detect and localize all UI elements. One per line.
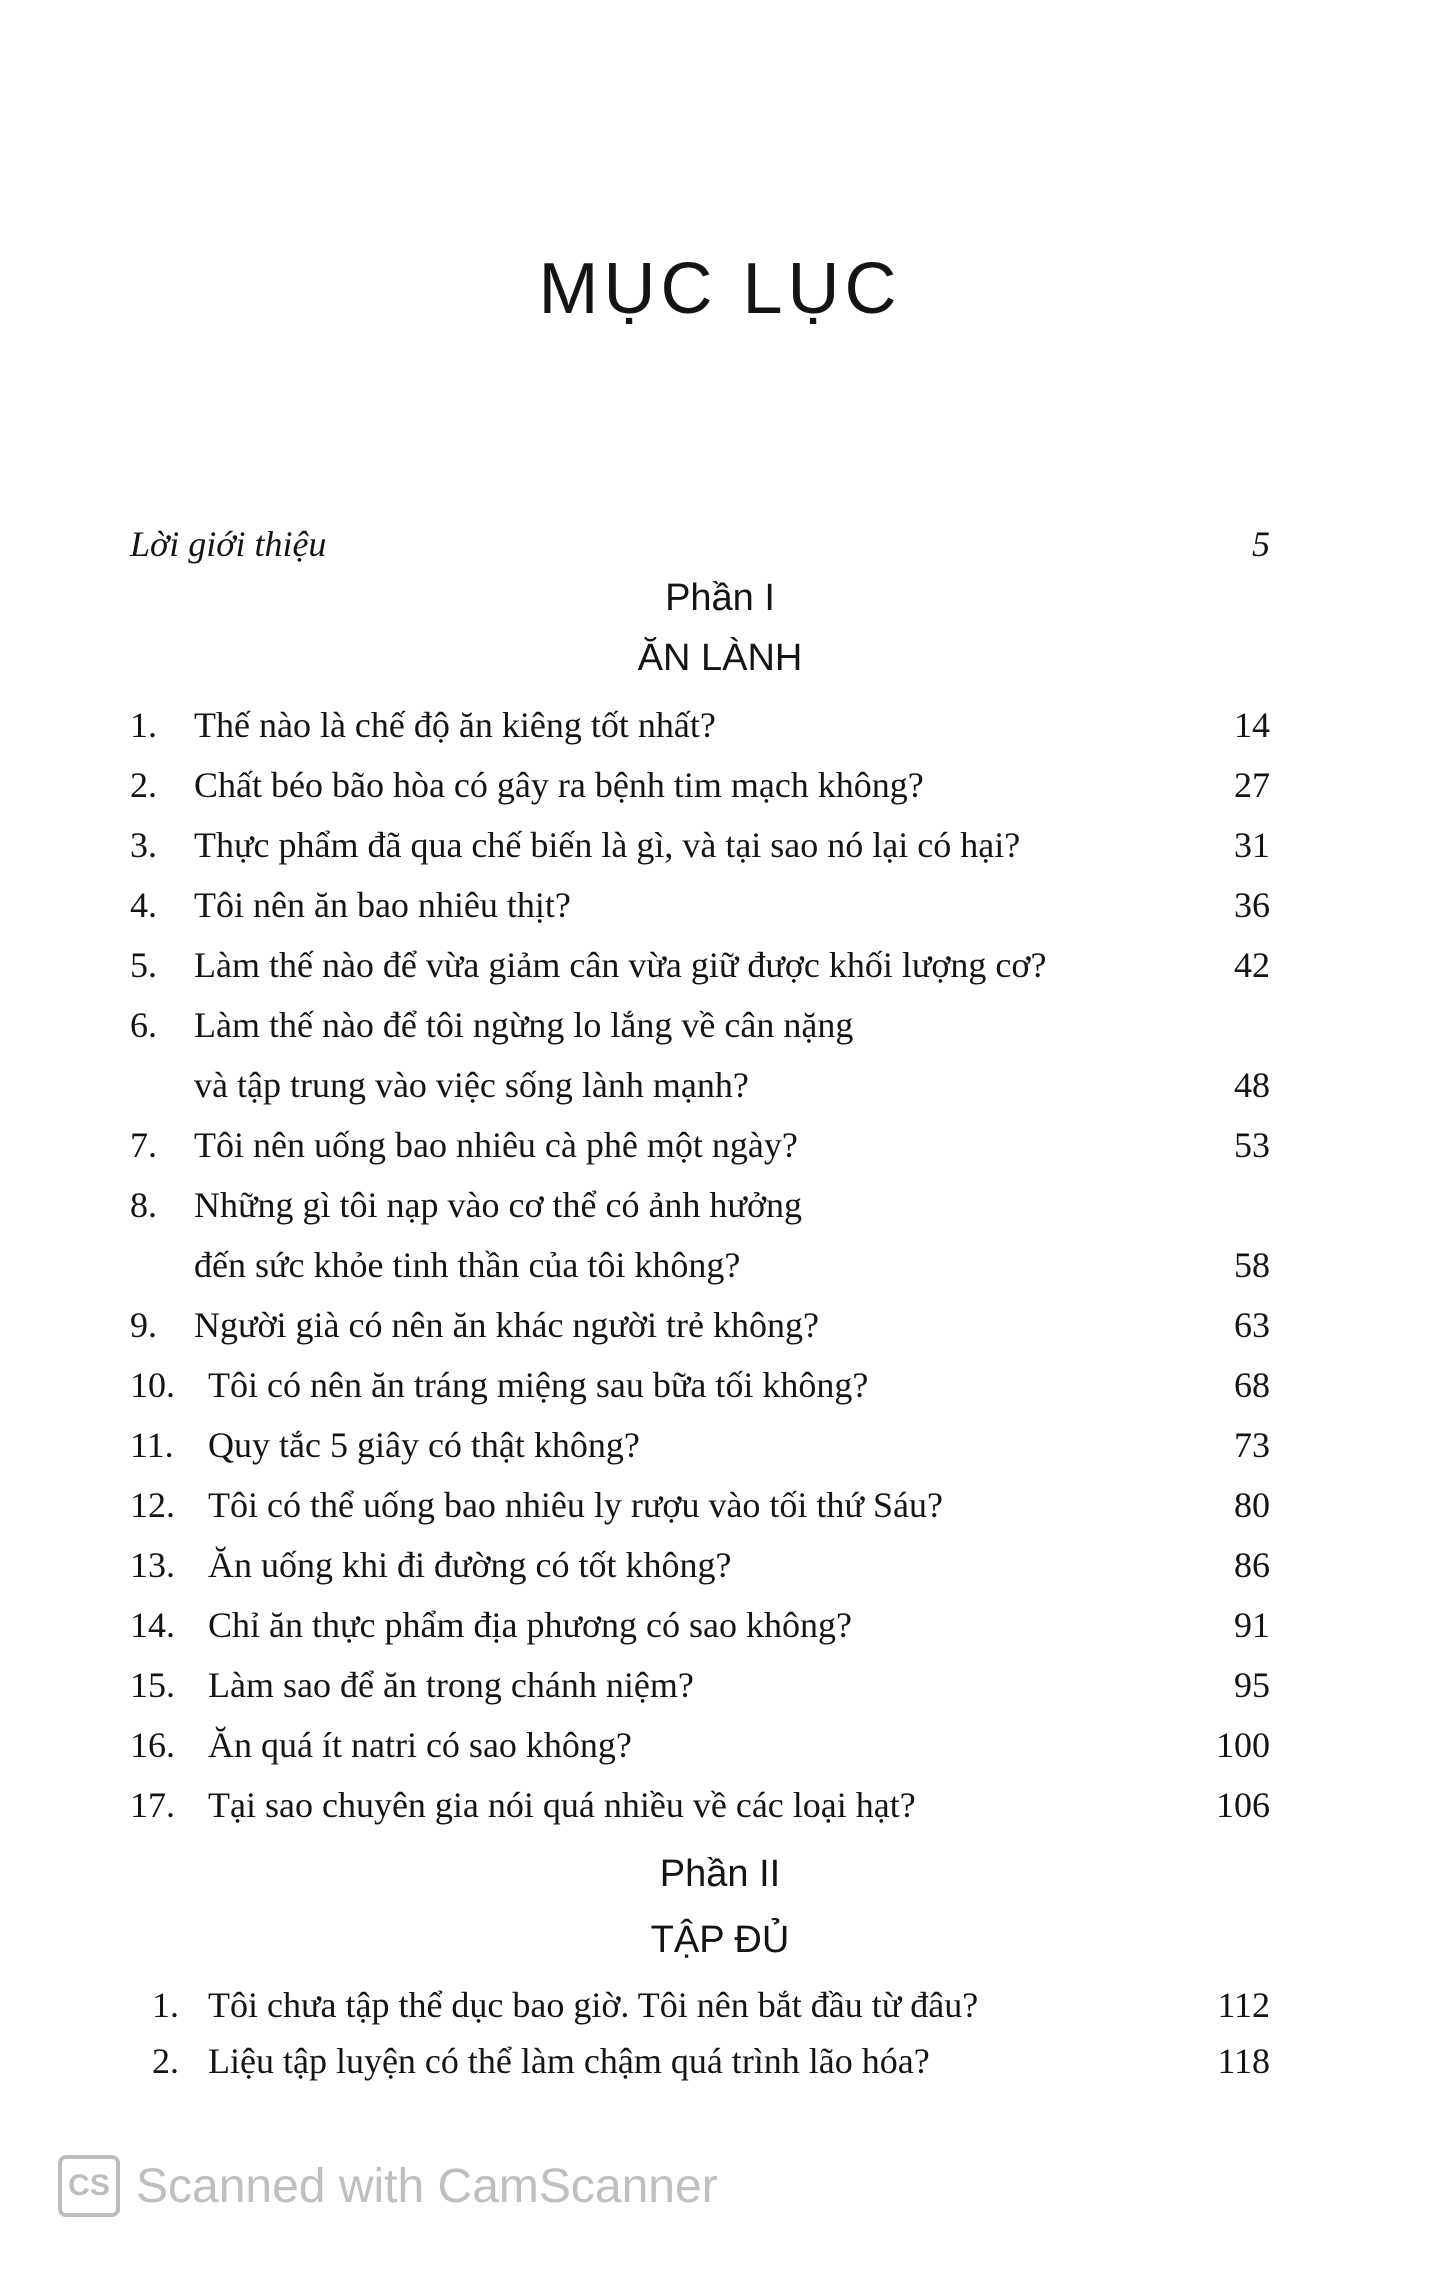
toc-item-page: 58 [1234,1245,1270,1285]
toc-intro-label: Lời giới thiệu [130,524,327,564]
toc-item [130,1655,1270,1715]
toc-item-title: Chỉ ăn thực phẩm địa phương có sao không? [208,1605,852,1645]
toc-item-number: 14. [130,1605,175,1645]
toc-item [130,1535,1270,1595]
toc-intro-page: 5 [1252,524,1270,564]
toc-item-page: 91 [1234,1605,1270,1645]
toc-item-page: 14 [1234,705,1270,745]
toc-item-page: 31 [1234,825,1270,865]
toc-item-number: 11. [130,1425,174,1465]
toc-item [130,1475,1270,1535]
toc-item-number: 12. [130,1485,175,1525]
toc-item-number: 15. [130,1665,175,1705]
toc-item-page: 106 [1216,1785,1270,1825]
toc-item-title: Ăn uống khi đi đường có tốt không? [208,1545,732,1585]
toc-item [130,815,1270,875]
toc-item [130,695,1270,755]
toc-item-number: 2. [152,2041,179,2081]
toc-item-title: Tại sao chuyên gia nói quá nhiều về các loại hạt? [208,1785,916,1825]
toc-item-title: Thực phẩm đã qua chế biến là gì, và tại sao nó lại có hại? [194,825,1021,865]
toc-item [130,1415,1270,1475]
toc-item-page: 95 [1234,1665,1270,1705]
toc-item-page: 53 [1234,1125,1270,1165]
toc-item-title: Những gì tôi nạp vào cơ thể có ảnh hưởng [194,1185,802,1225]
toc-item-number: 8. [130,1185,157,1225]
toc-item [130,1975,1270,2035]
toc-item-title: Thế nào là chế độ ăn kiêng tốt nhất? [194,705,716,745]
toc-item-number: 13. [130,1545,175,1585]
part1-heading: Phần I [665,577,775,619]
toc-item-number: 17. [130,1785,175,1825]
toc-item-number: 2. [130,765,157,805]
toc-item-number: 3. [130,825,157,865]
toc-item-title: Làm thế nào để tôi ngừng lo lắng về cân nặng [194,1005,854,1045]
toc-item-title: Tôi có thể uống bao nhiêu ly rượu vào tối thứ Sáu? [208,1485,943,1525]
camscanner-logo: CS [58,2155,120,2217]
toc-item-number: 1. [152,1985,179,2025]
toc-item-page: 48 [1234,1065,1270,1105]
toc-item-number: 6. [130,1005,157,1045]
toc-item-title: Tôi chưa tập thể dục bao giờ. Tôi nên bắt đầu từ đâu? [208,1985,979,2025]
toc-item [130,2031,1270,2091]
page-title: MỤC LỤC [538,249,902,329]
part2-subtitle: TẬP ĐỦ [650,1919,790,1961]
toc-item-number: 16. [130,1725,175,1765]
toc-item [130,875,1270,935]
toc-item-number: 7. [130,1125,157,1165]
toc-item-title: Tôi nên ăn bao nhiêu thịt? [194,885,571,925]
toc-item-page: 68 [1234,1365,1270,1405]
toc-item-title: Làm thế nào để vừa giảm cân vừa giữ được khối lượng cơ? [194,945,1047,985]
toc-item [130,1595,1270,1655]
toc-item-page: 118 [1217,2041,1270,2081]
toc-item-title-line2: đến sức khỏe tinh thần của tôi không? [194,1245,741,1285]
toc-item-page: 112 [1217,1985,1270,2025]
toc-item-title: Quy tắc 5 giây có thật không? [208,1425,640,1465]
toc-item-page: 80 [1234,1485,1270,1525]
toc-item [130,995,1270,1055]
toc-item-number: 9. [130,1305,157,1345]
toc-item-page: 86 [1234,1545,1270,1585]
toc-item-number: 10. [130,1365,175,1405]
toc-intro-row [130,514,1270,574]
scanner-watermark [58,2150,718,2222]
toc-item-page: 100 [1216,1725,1270,1765]
toc-item-number: 5. [130,945,157,985]
part2-heading: Phần II [659,1853,781,1895]
toc-item-title-line2: và tập trung vào việc sống lành mạnh? [194,1065,749,1105]
toc-item-title: Ăn quá ít natri có sao không? [208,1725,632,1765]
toc-item-title: Liệu tập luyện có thể làm chậm quá trình lão hóa? [208,2041,930,2081]
toc-item [130,1175,1270,1235]
toc-item [130,755,1270,815]
toc-item-page: 27 [1234,765,1270,805]
toc-item [130,935,1270,995]
toc-item-page: 42 [1234,945,1270,985]
part1-subtitle: ĂN LÀNH [637,637,803,679]
toc-item-number: 4. [130,885,157,925]
toc-item-title: Chất béo bão hòa có gây ra bệnh tim mạch không? [194,765,924,805]
toc-item [130,1775,1270,1835]
watermark-text: Scanned with CamScanner [136,2159,718,2213]
toc-item-page: 63 [1234,1305,1270,1345]
toc-item-title: Làm sao để ăn trong chánh niệm? [208,1665,694,1705]
toc-item-title: Tôi nên uống bao nhiêu cà phê một ngày? [194,1125,798,1165]
toc-item [130,1355,1270,1415]
toc-item-continued [130,1055,1270,1115]
toc-item [130,1715,1270,1775]
toc-item-continued [130,1235,1270,1295]
toc-item-title: Tôi có nên ăn tráng miệng sau bữa tối không? [208,1365,869,1405]
toc-item-page: 36 [1234,885,1270,925]
toc-item [130,1115,1270,1175]
toc-item-page: 73 [1234,1425,1270,1465]
toc-item-number: 1. [130,705,157,745]
toc-item-title: Người già có nên ăn khác người trẻ không? [194,1305,819,1345]
toc-item [130,1295,1270,1355]
